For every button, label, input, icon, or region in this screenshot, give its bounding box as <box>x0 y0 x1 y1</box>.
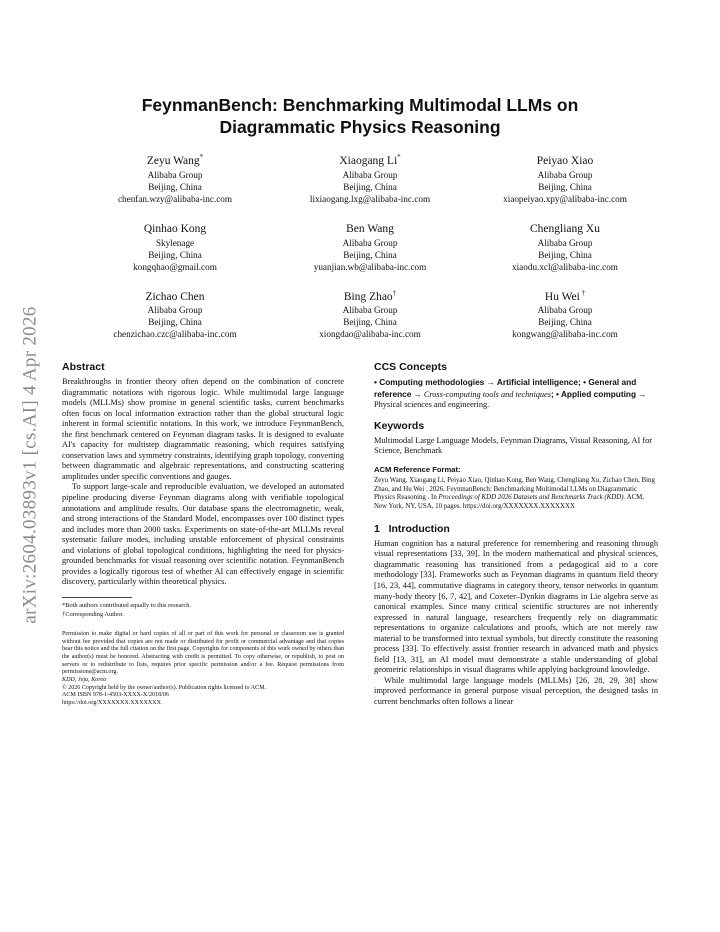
author-location: Beijing, China <box>148 317 202 328</box>
introduction-paragraph-1: Human cognition has a natural preference for remembering and reasoning through visual representations [33, 39]. In the modern mathematical and physical sciences, diagrammatic reasoning has transitioned from a pedagogical aid to a core methodology [33]. Frameworks such as Feynman diagrams in quantum field theory [16, 23, 44], commutative diagrams in category theory, tensor networks in quantum many-body theory [6, 7, 42], and Coxeter–Dynkin diagrams in Lie algebra serve as canonical examples. Since many critical scientific structures are not inherently expressed in natural language, researchers frequently rely on diagrammatic representations to organize calculations and proofs, which are not merely raw material to be transformed into textual symbols, but directly constitute the reasoning process [33]. To effectively assist frontier research in advanced math and physics field [13, 31], an AI model must demonstrate a stable understanding of global geometric relationships in visual diagrams while applying background knowledge. <box>374 538 658 675</box>
author-card <box>80 286 270 341</box>
reference-format-text <box>374 477 658 512</box>
doi-link[interactable]: https://doi.org/XXXXXXX.XXXXXXX <box>62 700 162 707</box>
author-email: kongwang@alibaba-inc.com <box>512 329 618 340</box>
author-name: Zichao Chen <box>145 290 205 303</box>
author-row <box>80 218 660 273</box>
reference-authors-title: Zeyu Wang, Xiaogang Li, Peiyao Xiao, Qinhao Kong, Ben Wang, Chengliang Xu, Zichao Chen, Bing Zhao, and Hu Wei . 2026. FeynmanBench: Benchmarking Multimodal LLMs on Diagrammatic Physics Reasoning . In <box>374 476 655 502</box>
right-column <box>374 360 658 708</box>
author-card <box>470 286 660 341</box>
author-mark: * <box>397 153 401 161</box>
author-name: Chengliang Xu <box>530 222 600 235</box>
permission-block <box>62 631 344 708</box>
conference-venue: KDD, Jeju, Korea <box>62 677 107 684</box>
footnote-corresponding-author: †Corresponding Author. <box>62 610 124 618</box>
author-location: Beijing, China <box>148 181 202 192</box>
author-location: Beijing, China <box>538 317 592 328</box>
ccs-heading: CCS Concepts <box>374 361 447 373</box>
author-card <box>275 218 465 273</box>
author-affiliation: Alibaba Group <box>342 305 398 316</box>
author-row <box>80 286 660 341</box>
author-affiliation: Alibaba Group <box>537 169 593 180</box>
arxiv-identifier-text: arXiv:2604.03893v1 [cs.AI] 4 Apr 2026 <box>20 306 42 624</box>
author-email: lixiaogang.lxg@alibaba-inc.com <box>309 193 431 204</box>
author-affiliation: Alibaba Group <box>147 169 203 180</box>
author-email: chenzichao.czc@alibaba-inc.com <box>113 329 237 340</box>
author-mark: † <box>392 288 397 297</box>
author-email: yuanjian.wb@alibaba-inc.com <box>313 261 427 272</box>
ccs-item-general: ; • General and reference <box>374 377 637 399</box>
isbn-line: ACM ISBN 978-1-4503-XXXX-X/2018/06 <box>62 692 169 699</box>
author-email: xiongdao@alibaba-inc.com <box>319 329 421 340</box>
copyright-line: © 2026 Copyright held by the owner/author(s). Publication rights licensed to ACM. <box>62 684 267 691</box>
author-affiliation: Alibaba Group <box>147 305 203 316</box>
title-line-2: Diagrammatic Physics Reasoning <box>219 117 501 137</box>
author-email: kongqhao@gmail.com <box>133 261 217 272</box>
author-name: Ben Wang <box>346 222 394 235</box>
paper-title <box>90 94 630 138</box>
author-name: Peiyao Xiao <box>536 154 594 167</box>
abstract-paragraph-2: To support large-scale and reproducible evaluation, we developed an automated pipeline producing diverse Feynman diagrams along with verifiable topological annotations and amplitude results. Our database spans the electromagnetic, weak, and strong interactions of the Standard Model, encompasses over 100 distinct types and includes more than 2000 tasks. Experiments on state-of-the-art MLLMs reveal systematic failure modes, including unstable enforcement of physical constraints and violations of global topological conditions, highlighting the need for physics-grounded benchmarks for visual reasoning over scientific notation. FeynmanBench provides a logically rigorous test of whether AI can effectively engage in scientific discovery, particularly within theoretical physics. <box>62 482 344 587</box>
author-name: Zeyu Wang <box>146 154 200 167</box>
introduction-paragraph-2: While multimodal large language models (MLLMs) [26, 28, 29, 38] show improved performance in general purpose visual perception, the designed tasks in current benchmarks often follows a linear <box>374 675 658 706</box>
author-email: xiaopeiyao.xpy@alibaba-inc.com <box>503 193 627 204</box>
author-affiliation: Alibaba Group <box>537 305 593 316</box>
keywords-heading: Keywords <box>374 419 425 432</box>
abstract-paragraph-1: Breakthroughs in frontier theory often depend on the combination of concrete diagrammatic notations with rigorous logic. While multimodal large language models (MLLMs) show promise in general scientific tasks, current benchmarks often focus on local information extraction rather than the global structural logic inherent in formal scientific notations. In this work, we introduce FeynmanBench, the first benchmark centered on Feynman diagram tasks. It is designed to evaluate AI's capacity for multistep diagrammatic reasoning, which requires satisfying conservation laws and symmetry constraints, identifying graph topology, converting between diagrammatic and algebraic representations, and constructing scattering amplitudes under specific conventions and gauges. <box>62 377 344 481</box>
author-affiliation: Alibaba Group <box>342 237 398 248</box>
author-card <box>80 218 270 273</box>
author-row <box>80 150 660 205</box>
author-affiliation: Skylenage <box>155 237 195 248</box>
author-card <box>80 150 270 205</box>
author-card <box>275 286 465 341</box>
reference-tail: ACM, New York, NY, USA, 10 pages. https://doi.org/XXXXXXX.XXXXXXX <box>374 494 645 511</box>
keywords-text: Multimodal Large Language Models, Feynman Diagrams, Visual Reasoning, AI for Science, Benchmark <box>374 435 653 456</box>
footnote-equal-contribution: *Both authors contributed equally to this research. <box>62 601 192 609</box>
ccs-item-applied: ; • Applied computing <box>550 388 637 399</box>
author-email: xiaodu.xcl@alibaba-inc.com <box>512 261 618 272</box>
ccs-item-physical: → Physical sciences and engineering. <box>374 389 647 410</box>
author-mark: * <box>199 153 204 161</box>
author-affiliation: Alibaba Group <box>342 169 398 180</box>
author-name: Xiaogang Li <box>339 154 398 167</box>
arxiv-identifier <box>18 265 44 665</box>
author-location: Beijing, China <box>343 181 397 192</box>
author-name: Bing Zhao <box>343 290 393 303</box>
author-card <box>470 218 660 273</box>
permission-text: Permission to make digital or hard copies of all or part of this work for personal or classroom use is granted without fee provided that copies are not made or distributed for profit or commercial advantage and that copies bear this notice and the full citation on the first page. Copyrights for components of this work owned by others than the author(s) must be honored. Abstracting with credit is permitted. To copy otherwise, or republish, to post on servers or to redistribute to lists, requires prior specific permission and/or a fee. Request permissions from permissions@acm.org. <box>62 631 344 676</box>
author-location: Beijing, China <box>343 249 397 260</box>
footnote-rule <box>62 597 132 598</box>
ccs-item-computing: • Computing methodologies → Artificial intelligence <box>374 377 579 387</box>
left-column <box>62 360 344 708</box>
author-location: Beijing, China <box>343 317 397 328</box>
author-email: chenfan.wzy@alibaba-inc.com <box>117 193 233 204</box>
author-block <box>80 150 660 353</box>
author-affiliation: Alibaba Group <box>537 237 593 248</box>
ccs-item-cross-computing: Cross-computing tools and techniques <box>423 389 551 399</box>
author-name: Qinhao Kong <box>143 222 207 235</box>
author-mark: † <box>579 288 586 297</box>
title-line-1: FeynmanBench: Benchmarking Multimodal LLMs on <box>141 95 579 115</box>
author-card <box>275 150 465 205</box>
author-location: Beijing, China <box>148 249 202 260</box>
introduction-heading: 1 Introduction <box>374 522 450 535</box>
abstract-heading: Abstract <box>62 361 105 373</box>
author-name: Hu Wei <box>544 290 580 303</box>
reference-format-heading: ACM Reference Format: <box>374 464 461 474</box>
reference-proceedings: Proceedings of KDD 2026 Datasets and Benchmarks Track (KDD). <box>438 494 626 502</box>
author-location: Beijing, China <box>538 181 592 192</box>
author-location: Beijing, China <box>538 249 592 260</box>
ccs-concepts <box>374 377 658 411</box>
author-card <box>470 150 660 205</box>
ccs-arrow: → <box>411 389 424 399</box>
